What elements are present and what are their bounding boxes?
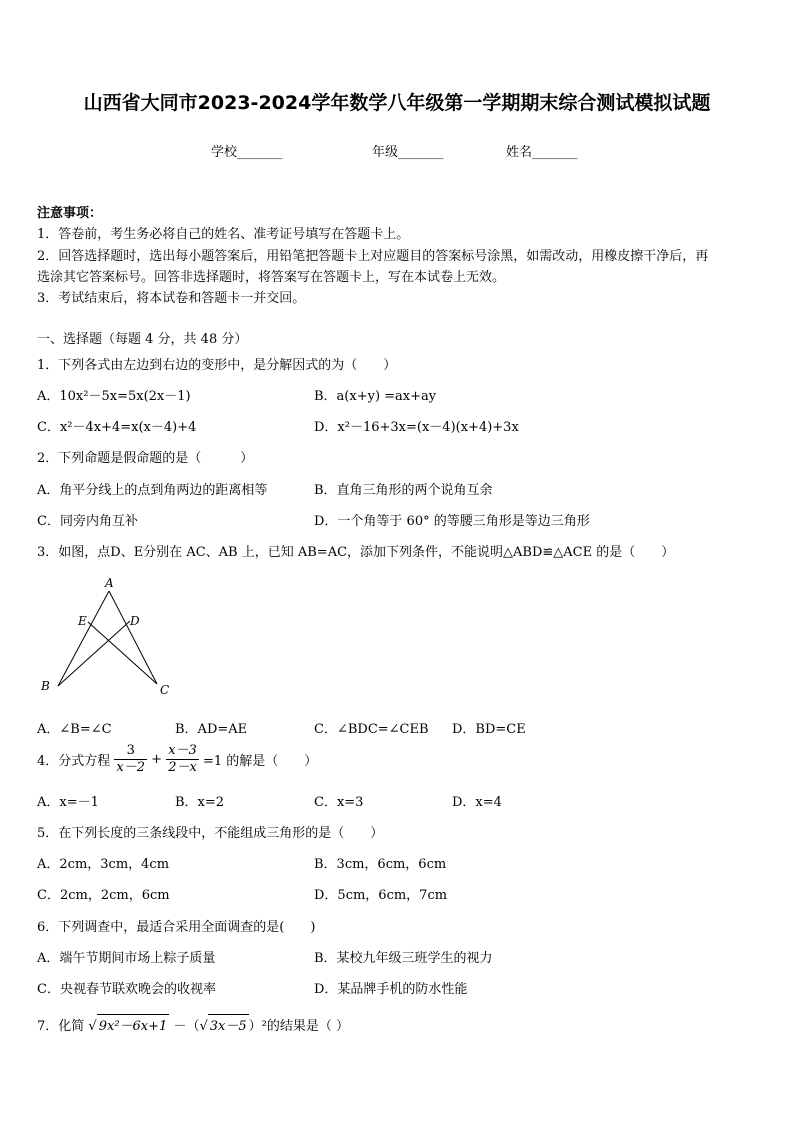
q7-radicand-1: 9x²－6x+1 — [97, 1014, 170, 1034]
notice-item-2-cont: 选涂其它答案标号。回答非选择题时，将答案写在答题卡上，写在本试卷上无效。 — [37, 270, 506, 285]
q1-option-c: C．x²－4x+4=x(x－4)+4 — [37, 420, 197, 435]
q1-option-d: D．x²－16+3x=(x－4)(x+4)+3x — [314, 420, 519, 435]
q7-radicand-2: 3x－5 — [208, 1014, 249, 1034]
q7-expression — [37, 1014, 349, 1034]
q4-fraction-2-num: x－3 — [168, 743, 197, 758]
q4-fraction-2-den: 2－x — [168, 760, 197, 775]
q3-option-a: A．∠B=∠C — [37, 722, 112, 737]
label-d: D — [130, 614, 140, 628]
sqrt-icon: √ — [88, 1019, 97, 1034]
name-field: 姓名_______ — [506, 145, 578, 160]
q7-minus: －（ — [173, 1019, 200, 1034]
q2-option-b: B．直角三角形的两个说角互余 — [314, 483, 493, 498]
q1-option-b: B．a(x+y) =ax+ay — [314, 389, 437, 404]
q5-option-d: D．5cm，6cm，7cm — [314, 888, 448, 903]
q3-option-d: D．BD=CE — [452, 722, 526, 737]
q5-stem: 5．在下列长度的三条线段中，不能组成三角形的是（ ） — [37, 826, 384, 841]
label-c: C — [160, 683, 170, 697]
q6-option-c: C．央视春节联欢晚会的收视率 — [37, 982, 216, 997]
section-heading: 一、选择题（每题 4 分，共 48 分） — [37, 332, 248, 347]
q4-fraction-1-num: 3 — [126, 743, 135, 758]
q1-stem: 1．下列各式由左边到右边的变形中，是分解因式的为（ ） — [37, 358, 397, 373]
q5-option-c: C．2cm，2cm，6cm — [37, 888, 170, 903]
q4-option-c: C．x=3 — [314, 795, 364, 810]
page-title: 山西省大同市2023-2024学年数学八年级第一学期期末综合测试模拟试题 — [83, 92, 711, 114]
line-ab — [58, 591, 109, 686]
q6-option-b: B．某校九年级三班学生的视力 — [314, 951, 493, 966]
line-ce — [88, 622, 157, 684]
q4-fraction-1-den: x－2 — [116, 760, 146, 775]
notice-heading: 注意事项： — [37, 206, 103, 221]
q4-option-a: A．x=－1 — [37, 795, 99, 810]
notice-item-2: 2．回答选择题时，选出每小题答案后，用铅笔把答题卡上对应题目的答案标号涂黑，如需改动，用橡皮擦干净后，再 — [37, 249, 709, 264]
label-a: A — [105, 576, 114, 590]
q3-option-b: B．AD=AE — [175, 722, 248, 737]
q3-option-c: C．∠BDC=∠CEB — [314, 722, 429, 737]
q4-equation — [37, 743, 317, 776]
line-ac — [109, 591, 157, 684]
q4-fraction-2 — [166, 743, 199, 776]
q4-plus: + — [151, 752, 163, 767]
q4-suffix: =1 的解是（ ） — [202, 754, 318, 769]
q6-stem: 6．下列调查中，最适合采用全面调查的是( ) — [37, 920, 316, 935]
q2-option-a: A．角平分线上的点到角两边的距离相等 — [37, 483, 268, 498]
notice-item-3: 3．考试结束后，将本试卷和答题卡一并交回。 — [37, 291, 306, 306]
q6-option-d: D．某品牌手机的防水性能 — [314, 982, 468, 997]
q1-option-a: A．10x²－5x=5x(2x－1) — [37, 389, 191, 404]
q4-option-b: B．x=2 — [175, 795, 225, 810]
q4-prefix: 4．分式方程 — [37, 754, 111, 769]
line-bd — [58, 621, 130, 686]
grade-field: 年级_______ — [372, 145, 444, 160]
q5-option-a: A．2cm，3cm，4cm — [37, 857, 170, 872]
q4-option-d: D．x=4 — [452, 795, 502, 810]
q5-option-b: B．3cm，6cm，6cm — [314, 857, 447, 872]
q3-stem: 3．如图，点D、E分别在 AC、AB 上，已知 AB=AC，添加下列条件，不能说明△ABD≌△ACE 的是（ ） — [37, 545, 675, 560]
school-field: 学校_______ — [211, 145, 283, 160]
q7-prefix: 7．化简 — [37, 1019, 85, 1034]
q2-option-d: D．一个角等于 60° 的等腰三角形是等边三角形 — [314, 514, 590, 529]
q2-option-c: C．同旁内角互补 — [37, 514, 138, 529]
q6-option-a: A．端午节期间市场上粽子质量 — [37, 951, 216, 966]
label-e: E — [78, 614, 87, 628]
notice-item-1: 1．答卷前，考生务必将自己的姓名、准考证号填写在答题卡上。 — [37, 227, 410, 242]
q4-fraction-1 — [114, 743, 147, 776]
q2-stem: 2．下列命题是假命题的是（ ） — [37, 451, 254, 466]
triangle-figure — [36, 575, 186, 700]
label-b: B — [41, 679, 50, 693]
sqrt-icon: √ — [199, 1019, 208, 1034]
q7-suffix: ）²的结果是（ ） — [248, 1019, 349, 1034]
